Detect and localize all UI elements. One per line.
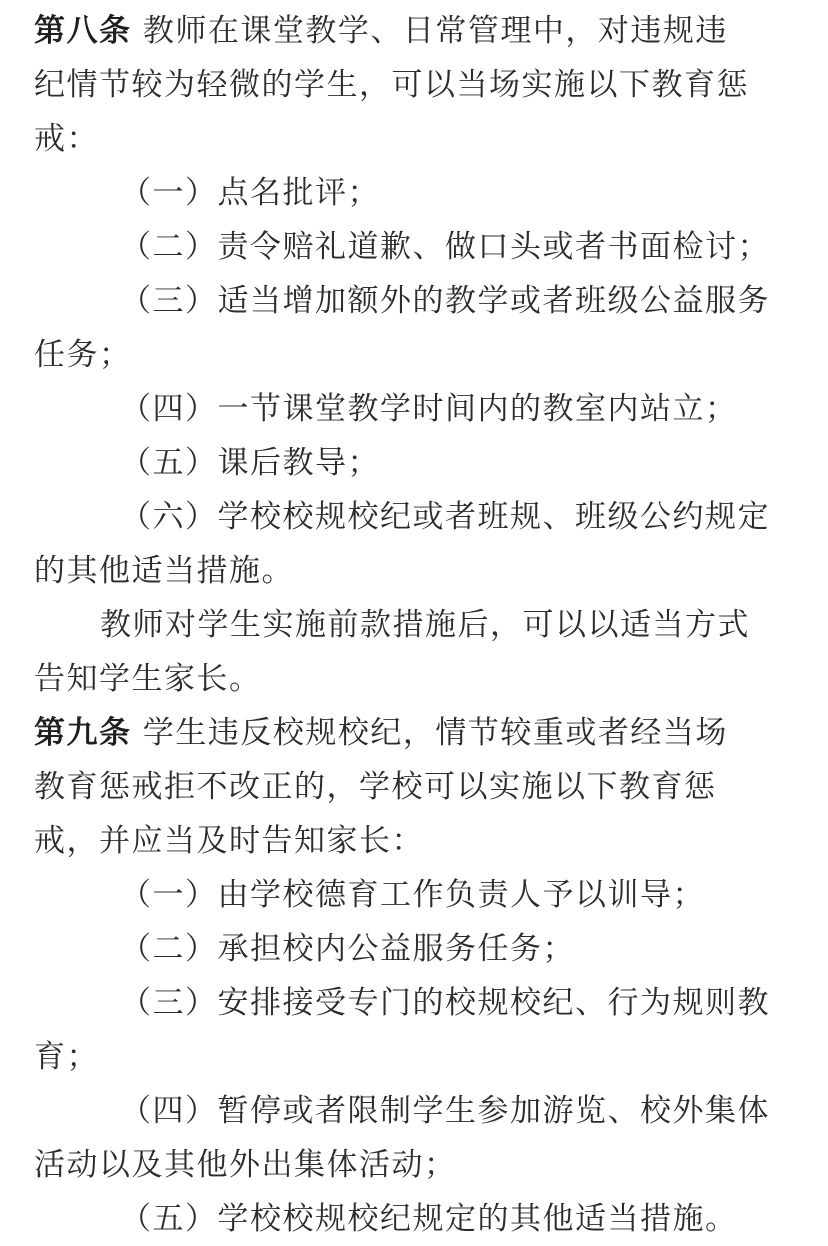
article-8-item-2: （二）责令赔礼道歉、做口头或者书面检讨； — [120, 229, 770, 265]
article-8-heading: 第八条 — [34, 13, 132, 49]
article-9-intro-text-1: 学生违反校规校纪，情节较重或者经当场 — [131, 715, 728, 751]
article-9-item-2: （二）承担校内公益服务任务； — [120, 931, 575, 967]
article-9-item-3: （三）安排接受专门的校规校纪、行为规则教 — [120, 985, 770, 1021]
article-9-item-5: （五）学校校规校纪规定的其他适当措施。 — [120, 1201, 738, 1237]
document-body — [34, 4, 798, 1246]
article-8-paragraph-line-2: 告知学生家长。 — [34, 661, 262, 697]
article-8-item-6: （六）学校校规校纪或者班规、班级公约规定 — [120, 499, 770, 535]
article-8-item-3-cont: 任务； — [34, 337, 132, 373]
article-9 — [34, 706, 798, 1246]
article-8-intro-line-2: 纪情节较为轻微的学生，可以当场实施以下教育惩 — [34, 67, 749, 103]
article-9-intro-line-3: 戒，并应当及时告知家长： — [34, 823, 424, 859]
article-8-item-5: （五）课后教导； — [120, 445, 380, 481]
article-9-intro-line-2: 教育惩戒拒不改正的，学校可以实施以下教育惩 — [34, 769, 717, 805]
article-8-item-4: （四）一节课堂教学时间内的教室内站立； — [120, 391, 738, 427]
article-8-item-1: （一）点名批评； — [120, 175, 380, 211]
article-9-intro-line-1 — [34, 706, 798, 760]
article-8-intro-line-3: 戒： — [34, 121, 99, 157]
article-9-item-1: （一）由学校德育工作负责人予以训导； — [120, 877, 705, 913]
article-8-intro-text-1: 教师在课堂教学、日常管理中，对违规违 — [131, 13, 728, 49]
article-9-item-4-cont: 活动以及其他外出集体活动； — [34, 1147, 457, 1183]
article-8 — [34, 4, 798, 706]
article-8-intro-line-1 — [34, 4, 798, 58]
article-9-item-3-cont: 育； — [34, 1039, 99, 1075]
article-8-item-3: （三）适当增加额外的教学或者班级公益服务 — [120, 283, 770, 319]
article-9-item-4: （四）暂停或者限制学生参加游览、校外集体 — [120, 1093, 770, 1129]
article-8-item-6-cont: 的其他适当措施。 — [34, 553, 294, 589]
article-9-heading: 第九条 — [34, 715, 132, 751]
article-8-paragraph-line-1: 教师对学生实施前款措施后，可以以适当方式 — [100, 607, 750, 643]
